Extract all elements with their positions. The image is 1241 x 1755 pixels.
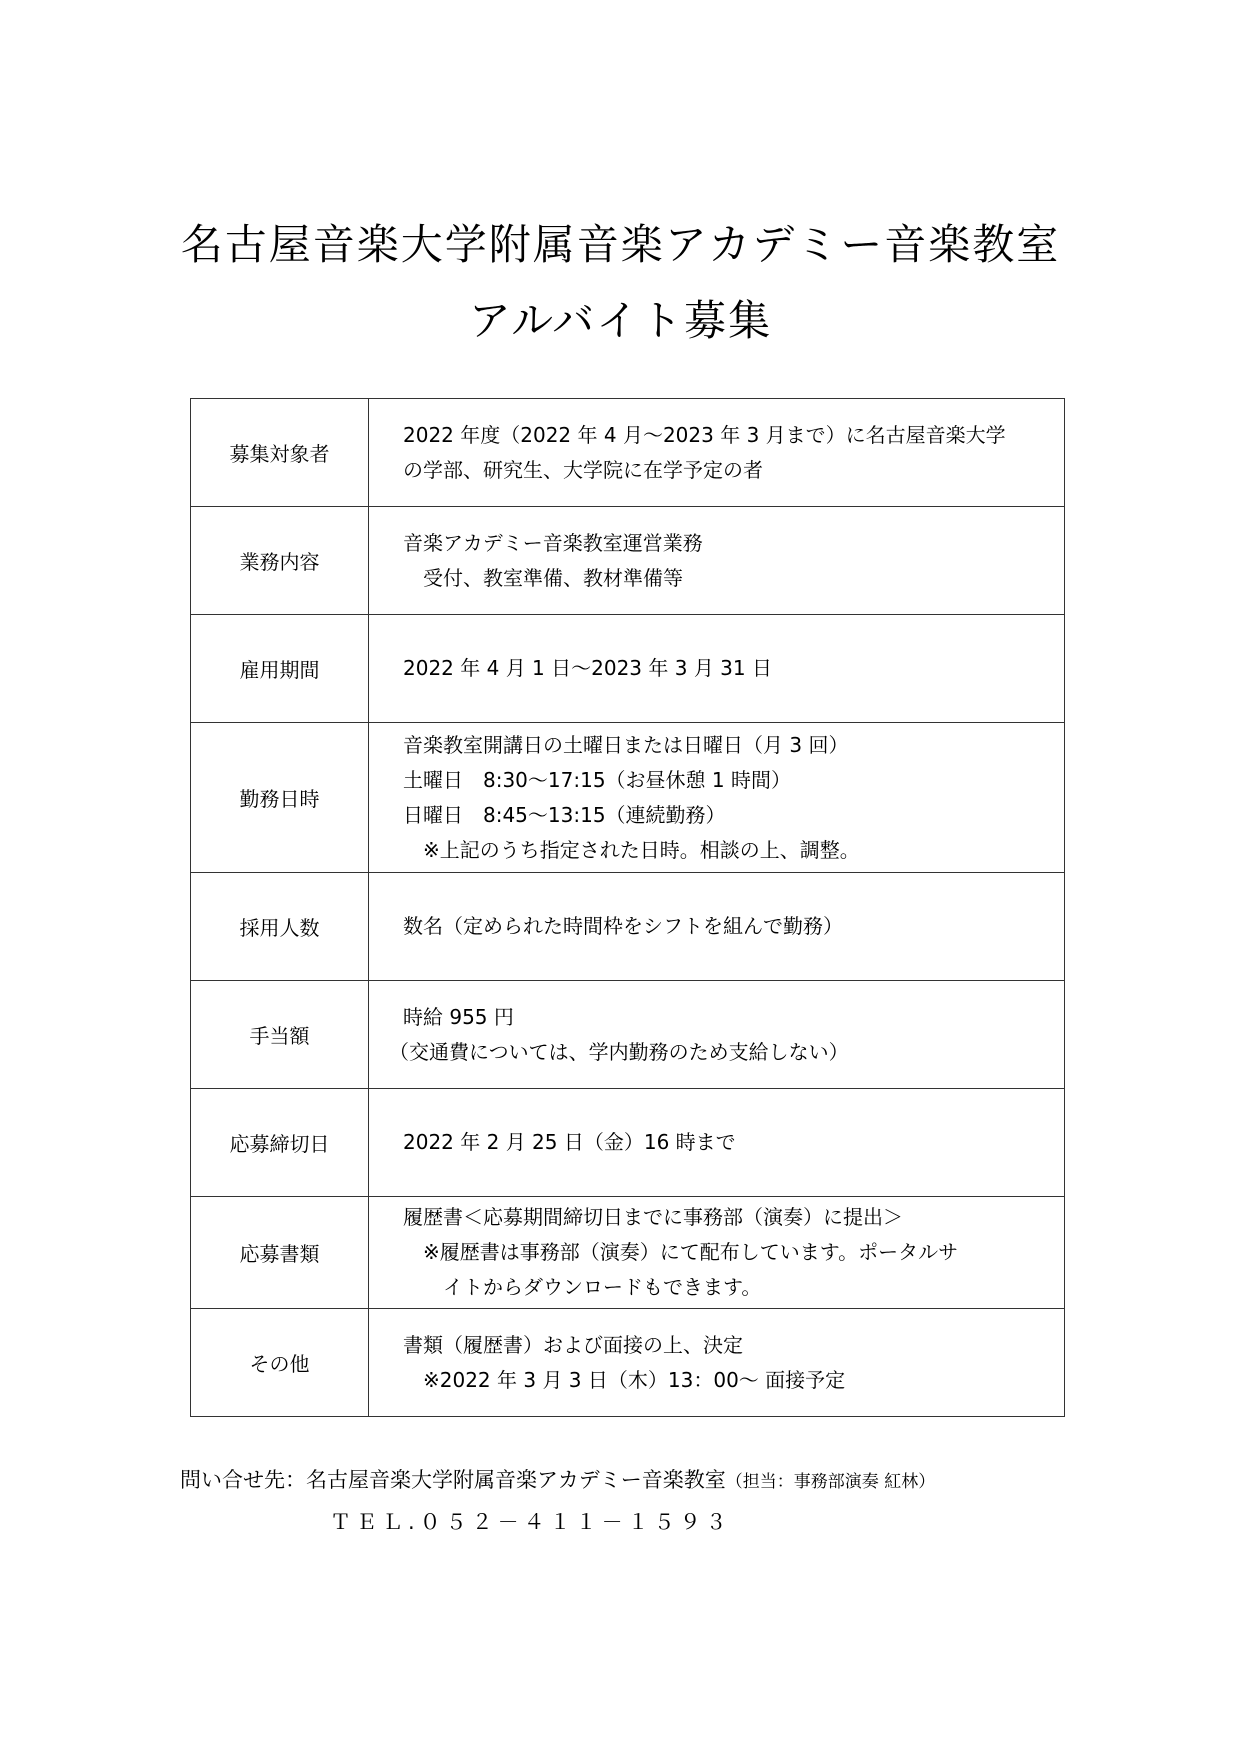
value-line: ※2022 年 3 月 3 日（木）13：00～ 面接予定 <box>423 1367 846 1392</box>
value-line: 時給 955 円 <box>403 1004 514 1029</box>
table-row <box>191 723 1065 873</box>
contact-person-note: （担当：事務部演奏 紅林） <box>725 1472 936 1492</box>
value-line: 音楽教室開講日の土曜日または日曜日（月 3 回） <box>403 732 849 757</box>
value-line: 2022 年 4 月 1 日～2023 年 3 月 31 日 <box>403 656 772 680</box>
row-value <box>369 1197 1065 1309</box>
contact-main: 問い合せ先：名古屋音楽大学附属音楽アカデミー音楽教室 <box>180 1468 726 1492</box>
row-label: 採用人数 <box>191 873 369 981</box>
contact-phone: ＴＥＬ.０５２－４１１－１５９３ <box>330 1510 732 1534</box>
table-row <box>191 1089 1065 1197</box>
table-row <box>191 615 1065 723</box>
value-line: ※履歴書は事務部（演奏）にて配布しています。ポータルサ <box>423 1240 959 1264</box>
value-line: ※上記のうち指定された日時。相談の上、調整。 <box>423 837 860 862</box>
table-row <box>191 873 1065 981</box>
value-line: 書類（履歴書）および面接の上、決定 <box>403 1332 743 1357</box>
table-row <box>191 399 1065 507</box>
row-label: 応募締切日 <box>191 1089 369 1197</box>
value-line: 日曜日 8:45～13:15（連続勤務） <box>403 802 726 827</box>
value-line: 土曜日 8:30～17:15（お昼休憩 1 時間） <box>403 767 791 792</box>
row-label: 業務内容 <box>191 507 369 615</box>
table-row <box>191 1197 1065 1309</box>
value-line: 受付、教室準備、教材準備等 <box>423 565 683 590</box>
table-row <box>191 507 1065 615</box>
row-value <box>369 1089 1065 1197</box>
value-line: の学部、研究生、大学院に在学予定の者 <box>403 457 763 482</box>
row-label: 募集対象者 <box>191 399 369 507</box>
value-line: イトからダウンロードもできます。 <box>443 1275 762 1299</box>
value-line: 2022 年度（2022 年 4 月～2023 年 3 月まで）に名古屋音楽大学 <box>403 422 1006 447</box>
page-title: 名古屋音楽大学附属音楽アカデミー音楽教室 <box>180 220 1061 269</box>
page-subtitle: アルバイト募集 <box>468 296 773 345</box>
row-value <box>369 399 1065 507</box>
table-row <box>191 981 1065 1089</box>
row-value <box>369 873 1065 981</box>
row-value <box>369 507 1065 615</box>
row-value <box>369 615 1065 723</box>
row-label: 手当額 <box>191 981 369 1089</box>
row-value <box>369 723 1065 873</box>
row-label: 勤務日時 <box>191 723 369 873</box>
recruitment-info-table <box>190 398 1065 1417</box>
value-line: 数名（定められた時間枠をシフトを組んで勤務） <box>403 914 843 938</box>
value-line: （交通費については、学内勤務のため支給しない） <box>389 1039 849 1064</box>
row-value <box>369 981 1065 1089</box>
row-label: 雇用期間 <box>191 615 369 723</box>
row-label: その他 <box>191 1309 369 1417</box>
row-label: 応募書類 <box>191 1197 369 1309</box>
table-row <box>191 1309 1065 1417</box>
value-line: 2022 年 2 月 25 日（金）16 時まで <box>403 1130 736 1154</box>
row-value <box>369 1309 1065 1417</box>
value-line: 履歴書＜応募期間締切日までに事務部（演奏）に提出＞ <box>403 1205 903 1229</box>
contact-info <box>180 1464 935 1494</box>
value-line: 音楽アカデミー音楽教室運営業務 <box>403 530 703 555</box>
